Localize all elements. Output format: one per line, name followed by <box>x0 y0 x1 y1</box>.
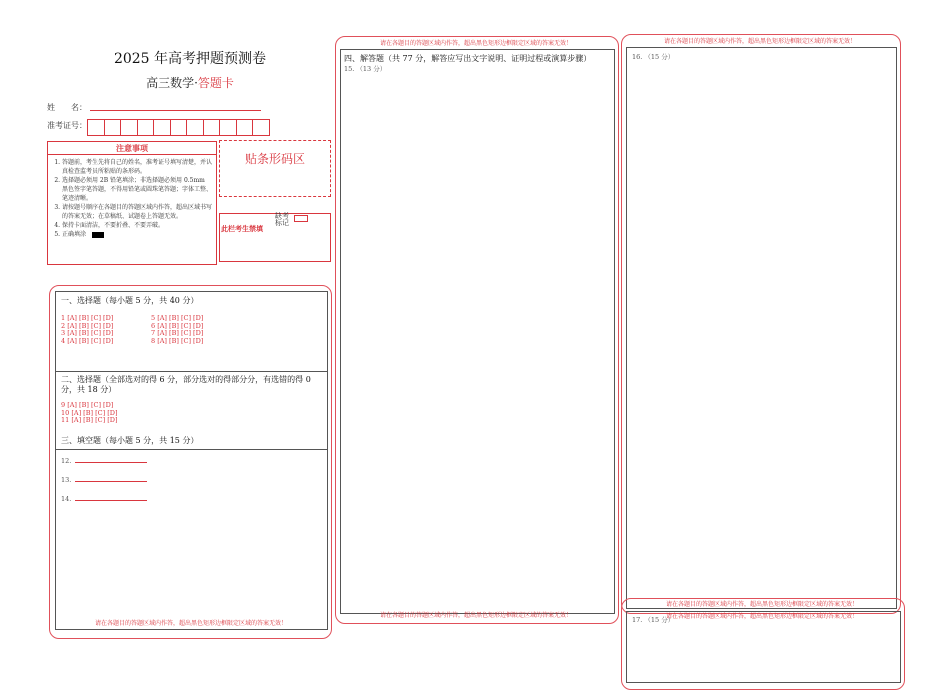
bounds-warning: 请在各题目的答题区域内作答，超出黑色矩形边框限定区域的答案无效！ <box>94 620 287 627</box>
bounds-warning: 请在各题目的答题区域内作答，超出黑色矩形边框限定区域的答案无效！ <box>663 38 856 45</box>
section3-title: 三、填空题（每小题 5 分，共 15 分） <box>61 436 199 445</box>
divider <box>55 371 327 372</box>
q15-answer-area[interactable] <box>340 49 615 614</box>
fill-blank-line[interactable] <box>75 475 147 482</box>
id-label: 准考证号： <box>47 121 87 130</box>
fill-blank-line[interactable] <box>75 494 147 501</box>
id-digit-box[interactable] <box>203 119 221 136</box>
bounds-warning: 请在各题目的答题区域内作答，超出黑色矩形边框限定区域的答案无效！ <box>665 601 858 608</box>
fill-blank-line[interactable] <box>75 456 147 463</box>
mc-question-row[interactable]: 3 [A] [B] [C] [D] <box>61 329 114 338</box>
mc-question-row[interactable]: 9 [A] [B] [C] [D] <box>61 401 114 409</box>
notice-item: 1. 答题前，考生先将自己的姓名，准考证号填写清楚，并认真检查监考员所粘贴的条形码。 <box>62 158 216 176</box>
fill-blank-number: 12. <box>61 457 72 465</box>
q15-label: 15. （13 分） <box>344 65 387 73</box>
divider <box>55 449 327 450</box>
mc-question-row[interactable]: 1 [A] [B] [C] [D] <box>61 314 114 322</box>
id-digit-box[interactable] <box>186 119 204 136</box>
mc-question-row[interactable]: 11 [A] [B] [C] [D] <box>61 416 118 425</box>
bounds-warning: 请在各题目的答题区域内作答，超出黑色矩形边框限定区域的答案无效！ <box>379 40 572 47</box>
mc-question-row[interactable]: 10 [A] [B] [C] [D] <box>61 408 118 417</box>
missing-exam-text: 此栏考生禁填 <box>221 224 263 233</box>
id-digit-box[interactable] <box>219 119 237 136</box>
notice-box <box>47 141 217 265</box>
mc-question-row[interactable]: 6 [A] [B] [C] [D] <box>151 321 204 330</box>
fill-blank-number: 14. <box>61 495 72 503</box>
correct-fill-sample <box>92 232 104 238</box>
subtitle-card: 答题卡 <box>197 76 234 90</box>
correct-fill-label: 正确填涂 <box>62 231 87 238</box>
id-digit-box[interactable] <box>137 119 155 136</box>
page-subtitle <box>110 74 270 91</box>
id-digit-box[interactable] <box>120 119 138 136</box>
mc-question-row[interactable]: 5 [A] [B] [C] [D] <box>151 314 204 322</box>
bounds-warning: 请在各题目的答题区域内作答，超出黑色矩形边框限定区域的答案无效！ <box>379 612 572 619</box>
mc-question-row[interactable]: 2 [A] [B] [C] [D] <box>61 321 114 330</box>
barcode-area: 贴条形码区 <box>219 140 331 197</box>
id-number-boxes[interactable] <box>87 119 269 136</box>
id-digit-box[interactable] <box>104 119 122 136</box>
name-field[interactable] <box>90 100 261 111</box>
section2-title: 二、选择题（全部选对的得 6 分，部分选对的得部分分，有选错的得 0 分，共 18 分） <box>61 375 311 394</box>
notice-item: 2. 选择题必须用 2B 铅笔填涂；非选择题必须用 0.5mm 黑色签字笔答题，不得用铅笔或圆珠笔答题；字体工整、笔迹清晰。 <box>62 176 216 203</box>
fill-blank-number: 13. <box>61 476 72 484</box>
notice-item <box>62 230 216 239</box>
q17-label: 17. （15 分） <box>632 616 675 624</box>
subtitle-subject: 高三数学· <box>146 76 198 90</box>
section4-title: 四、解答题（共 77 分，解答应写出文字说明、证明过程或演算步骤） <box>344 54 592 63</box>
id-digit-box[interactable] <box>170 119 188 136</box>
section1-left-options <box>61 315 113 345</box>
id-digit-box[interactable] <box>87 119 105 136</box>
q16-label: 16. （15 分） <box>632 53 675 61</box>
mc-question-row[interactable]: 8 [A] [B] [C] [D] <box>151 336 204 345</box>
missing-mark-label: 缺考标记 <box>275 212 289 227</box>
q16-answer-area[interactable] <box>626 47 897 609</box>
id-digit-box[interactable] <box>252 119 270 136</box>
notice-title: 注意事项 <box>48 142 216 155</box>
section1-title: 一、选择题（每小题 5 分，共 40 分） <box>61 296 199 305</box>
notice-list <box>48 158 216 239</box>
fill-blank-13[interactable] <box>61 475 147 484</box>
section1-right-options <box>151 315 203 345</box>
notice-item: 3. 请按题号顺序在各题目的答题区域内作答，超出区域书写的答案无效；在草稿纸、试题卷上答题无效。 <box>62 203 216 221</box>
id-digit-box[interactable] <box>236 119 254 136</box>
missing-mark-box[interactable] <box>294 215 308 222</box>
bounds-warning: 请在各题目的答题区域内作答，超出黑色矩形边框限定区域的答案无效！ <box>665 613 858 620</box>
mc-question-row[interactable]: 7 [A] [B] [C] [D] <box>151 329 204 338</box>
page-title: 2025 年高考押题预测卷 <box>113 51 267 67</box>
id-digit-box[interactable] <box>153 119 171 136</box>
fill-blank-12[interactable] <box>61 456 147 465</box>
mc-question-row[interactable]: 4 [A] [B] [C] [D] <box>61 336 114 345</box>
name-label: 姓 名： <box>47 103 87 112</box>
section2-options <box>61 402 117 425</box>
fill-blank-14[interactable] <box>61 494 147 503</box>
notice-item: 4. 保持卡面清洁，不要折叠、不要弄破。 <box>62 221 216 230</box>
